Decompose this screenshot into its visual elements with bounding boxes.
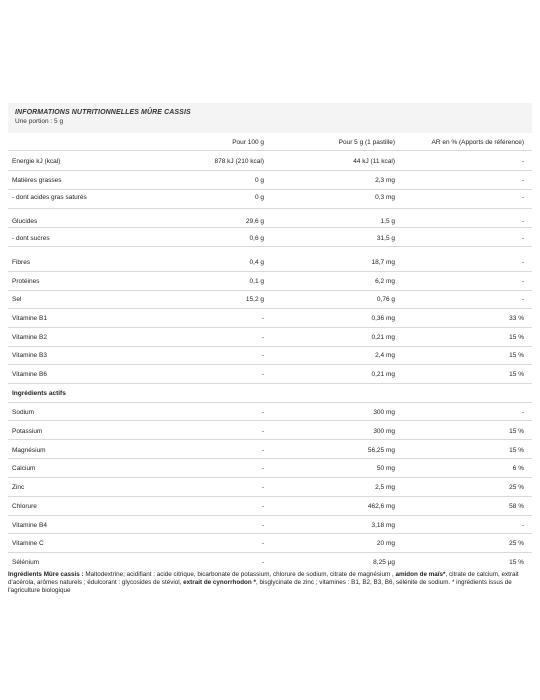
value-per-serving: 20 mg <box>376 540 395 547</box>
value-per-100g: 29,6 g <box>245 218 264 225</box>
section-heading: Ingrédients actifs <box>12 390 66 397</box>
ingredient-emphasis: extrait de cynorrhodon * <box>183 579 256 586</box>
value-per-serving: 56,25 mg <box>367 447 395 454</box>
nutrient-label: Vitamine B6 <box>12 371 47 378</box>
value-per-serving: 2,4 mg <box>375 352 395 359</box>
value-per-serving: 50 mg <box>376 465 395 472</box>
row-divider <box>8 439 532 440</box>
row-divider <box>8 383 532 384</box>
value-per-100g: 0 g <box>254 177 264 184</box>
column-header-reference-intake: AR en % (Apports de référence) <box>431 139 524 146</box>
nutrient-label: Calcium <box>12 465 36 472</box>
value-per-100g: - <box>261 447 264 454</box>
row-divider <box>8 308 532 309</box>
row-divider <box>8 364 532 365</box>
value-reference-intake: 33 % <box>509 315 524 322</box>
value-per-100g: - <box>261 334 264 341</box>
value-per-100g: - <box>261 540 264 547</box>
value-per-serving: 0,76 g <box>376 296 395 303</box>
table-row <box>0 177 540 189</box>
value-per-100g: - <box>261 503 264 510</box>
nutrient-label: Zinc <box>12 484 25 491</box>
table-row <box>0 218 540 230</box>
value-per-serving: 462,6 mg <box>367 503 395 510</box>
value-reference-intake: 15 % <box>509 352 524 359</box>
row-divider <box>8 246 532 247</box>
ingredient-text: , citrate de calcium, extrait d'acérola, arômes naturels ; édulcorant : glycosides de stéviol, <box>8 571 519 586</box>
value-per-100g: 878 kJ (210 kcal) <box>214 158 264 165</box>
value-per-serving: 300 mg <box>373 409 395 416</box>
row-divider <box>8 208 532 209</box>
value-per-100g: - <box>261 352 264 359</box>
nutrient-label: Potassium <box>12 428 43 435</box>
nutrient-label: Chlorure <box>12 503 37 510</box>
table-row <box>0 296 540 308</box>
row-divider <box>8 271 532 272</box>
nutrient-label: Fibres <box>12 259 31 266</box>
value-reference-intake: - <box>521 522 524 529</box>
table-row <box>0 352 540 364</box>
column-header-per-100g: Pour 100 g <box>232 139 264 146</box>
value-per-100g: - <box>261 559 264 566</box>
row-divider <box>8 552 532 553</box>
value-reference-intake: 15 % <box>509 371 524 378</box>
table-row <box>0 503 540 515</box>
nutrient-label: Sel <box>12 296 22 303</box>
row-divider <box>8 346 532 347</box>
value-per-100g: - <box>261 484 264 491</box>
value-reference-intake: 15 % <box>509 559 524 566</box>
value-per-100g: 0,6 g <box>249 235 264 242</box>
ingredient-emphasis: amidon de maïs* <box>395 571 446 578</box>
row-divider <box>8 227 532 228</box>
row-divider <box>8 477 532 478</box>
value-per-100g: 15,2 g <box>245 296 264 303</box>
value-per-serving: 300 mg <box>373 428 395 435</box>
value-reference-intake: - <box>521 218 524 225</box>
table-row <box>0 540 540 552</box>
row-divider <box>8 327 532 328</box>
value-reference-intake: 25 % <box>509 484 524 491</box>
table-row <box>0 315 540 327</box>
value-reference-intake: - <box>521 235 524 242</box>
ingredient-emphasis: Ingrédients Mûre cassis : <box>8 571 84 578</box>
ingredients-paragraph <box>8 571 530 595</box>
row-divider <box>8 496 532 497</box>
nutrient-label: Magnésium <box>12 447 46 454</box>
table-row <box>0 484 540 496</box>
row-divider <box>8 150 532 151</box>
section-row <box>0 390 540 402</box>
table-row <box>0 465 540 477</box>
row-divider <box>8 515 532 516</box>
value-per-serving: 3,18 mg <box>371 522 395 529</box>
table-row <box>0 278 540 290</box>
value-per-serving: 0,21 mg <box>371 371 395 378</box>
value-per-serving: 1,5 g <box>380 218 395 225</box>
value-per-serving: 8,25 µg <box>373 559 395 566</box>
nutrient-label: Vitamine B1 <box>12 315 47 322</box>
nutrient-label: Matières grasses <box>12 177 62 184</box>
row-divider <box>8 420 532 421</box>
value-reference-intake: - <box>521 194 524 201</box>
value-reference-intake: - <box>521 259 524 266</box>
table-row <box>0 559 540 571</box>
table-row <box>0 334 540 346</box>
value-per-100g: - <box>261 522 264 529</box>
value-per-serving: 2,5 mg <box>375 484 395 491</box>
column-header-per-serving: Pour 5 g (1 pastille) <box>338 139 395 146</box>
ingredient-text: Maltodextrine; acidifiant : acide citrique, bicarbonate de potassium, chlorure de sodium, citrate de magnésium , <box>83 571 396 578</box>
value-reference-intake: - <box>521 296 524 303</box>
row-divider <box>8 458 532 459</box>
value-reference-intake: - <box>521 177 524 184</box>
value-per-100g: 0 g <box>254 194 264 201</box>
ingredient-text: , bisglycinate de zinc ; vitamines : B1, B2, B3, B6, sélénite de sodium. * ingrédients issus de l'agriculture biologique <box>8 579 512 594</box>
value-per-serving: 0,21 mg <box>371 334 395 341</box>
value-per-serving: 44 kJ (11 kcal) <box>353 158 395 165</box>
value-reference-intake: - <box>521 409 524 416</box>
row-divider <box>8 402 532 403</box>
nutrient-label: Vitamine B2 <box>12 334 47 341</box>
value-per-100g: - <box>261 428 264 435</box>
value-reference-intake: 25 % <box>509 540 524 547</box>
value-per-100g: - <box>261 315 264 322</box>
row-divider <box>8 170 532 171</box>
row-divider <box>8 189 532 190</box>
value-reference-intake: 15 % <box>509 334 524 341</box>
value-reference-intake: - <box>521 278 524 285</box>
nutrient-label: - dont acides gras saturés <box>12 194 87 201</box>
table-row <box>0 259 540 271</box>
table-row <box>0 158 540 170</box>
header-panel <box>8 103 532 133</box>
value-reference-intake: 58 % <box>509 503 524 510</box>
value-per-100g: 0,4 g <box>249 259 264 266</box>
value-per-serving: 2,3 mg <box>375 177 395 184</box>
value-reference-intake: 15 % <box>509 428 524 435</box>
value-reference-intake: 15 % <box>509 447 524 454</box>
nutrient-label: Vitamine B4 <box>12 522 47 529</box>
value-per-serving: 18,7 mg <box>371 259 395 266</box>
nutrient-label: Sélénium <box>12 559 40 566</box>
value-per-serving: 6,2 mg <box>375 278 395 285</box>
nutrient-label: Protéines <box>12 278 40 285</box>
table-title: INFORMATIONS NUTRITIONNELLES MÛRE CASSIS <box>15 109 191 116</box>
nutrient-label: Sodium <box>12 409 35 416</box>
nutrient-label: Energie kJ (kcal) <box>12 158 61 165</box>
value-per-100g: - <box>261 465 264 472</box>
nutrient-label: Vitamine C <box>12 540 44 547</box>
value-per-serving: 0,36 mg <box>371 315 395 322</box>
nutrient-label: Vitamine B3 <box>12 352 47 359</box>
table-row <box>0 371 540 383</box>
row-divider <box>8 290 532 291</box>
table-row <box>0 194 540 206</box>
value-per-100g: - <box>261 409 264 416</box>
nutrient-label: Glucides <box>12 218 38 225</box>
row-divider <box>8 533 532 534</box>
value-reference-intake: - <box>521 158 524 165</box>
value-per-100g: 0,1 g <box>249 278 264 285</box>
portion-size: Une portion : 5 g <box>15 118 64 125</box>
nutrient-label: - dont sucres <box>12 235 50 242</box>
value-per-serving: 31,5 g <box>376 235 395 242</box>
value-reference-intake: 6 % <box>512 465 524 472</box>
value-per-100g: - <box>261 371 264 378</box>
value-per-serving: 0,3 mg <box>375 194 395 201</box>
